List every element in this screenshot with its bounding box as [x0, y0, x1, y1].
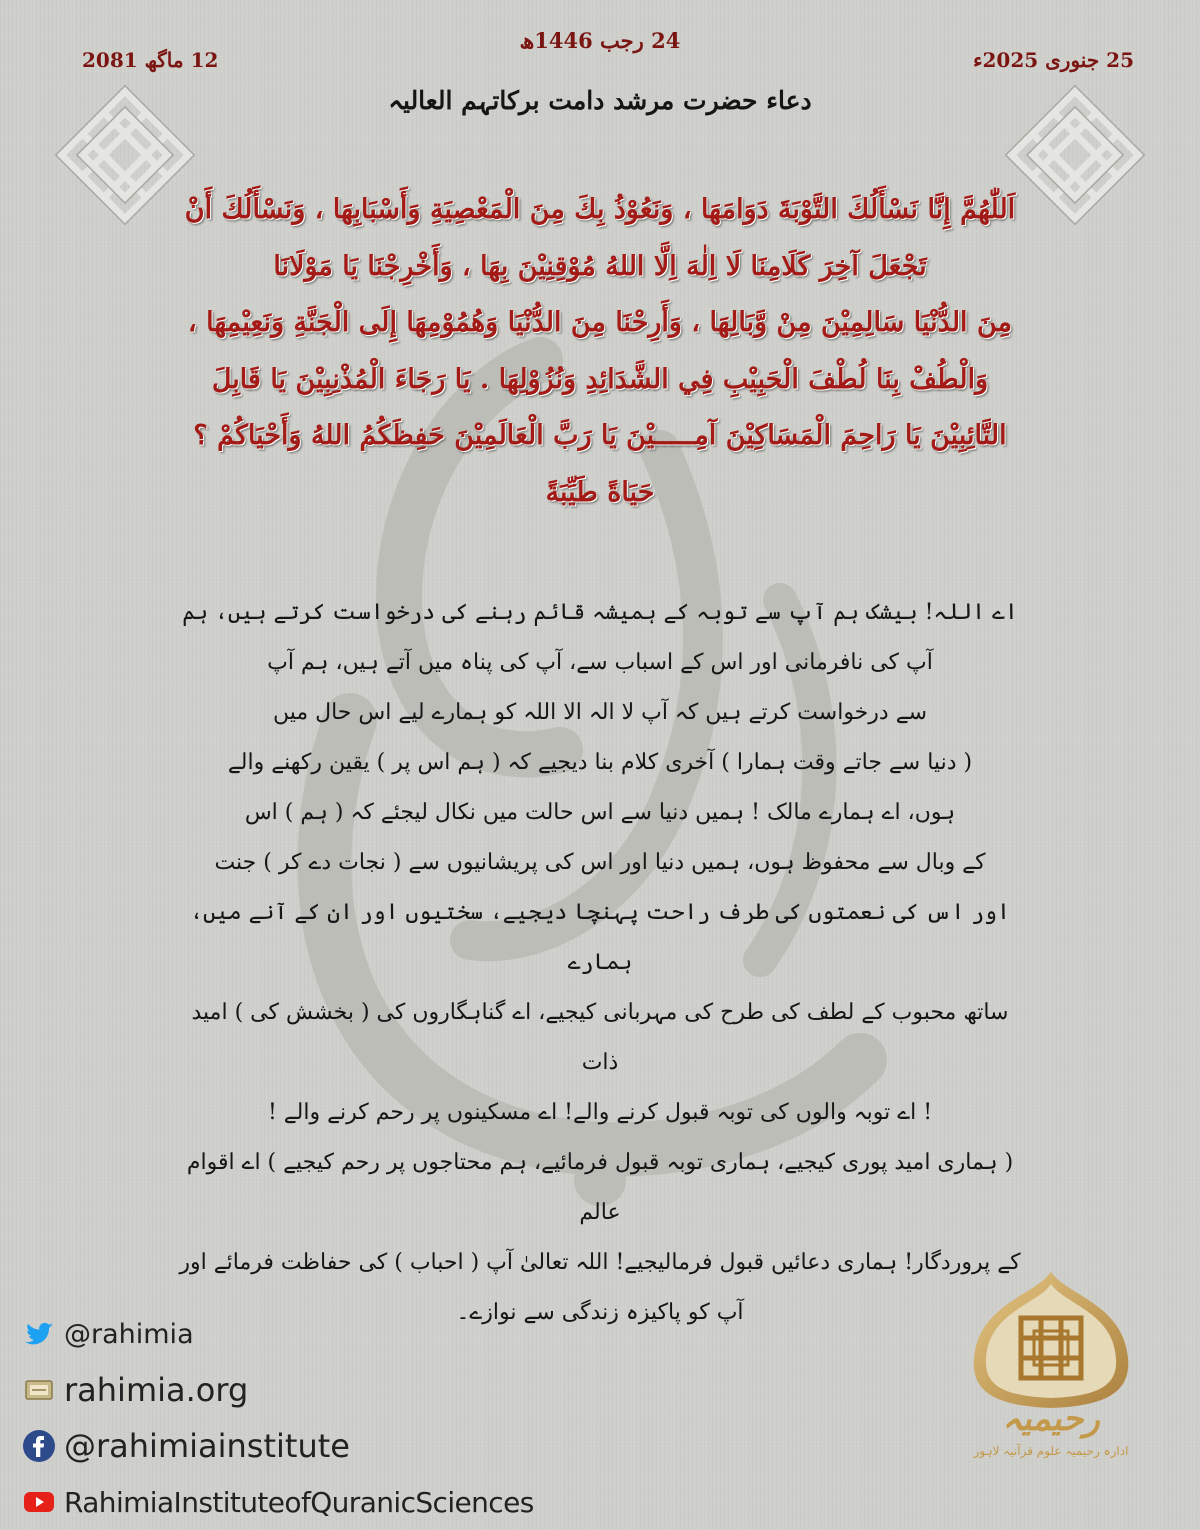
- date-gregorian: 25 جنوری 2025ء: [973, 48, 1134, 72]
- page-title: دعاء حضرت مرشد دامت برکاتہم العالیہ: [388, 86, 812, 115]
- dua-arabic-line: تَجْعَلَ آخِرَ كَلَامِنَا لَا اِلٰهَ اِلَّا اللهُ مُوْقِنِيْنَ بِهَا ، وَأَخْرِجْنَا يَا مَوْلَانَا: [273, 250, 927, 282]
- urdu-line: اور اس کی نعمتوں کی طرف راحت پہنچا دیجیے، سختیوں اور ان کے آنے میں، ہمارے: [190, 900, 1010, 975]
- website-icon: [22, 1373, 56, 1407]
- dua-arabic-line: التَّائِبِيْنَ يَا رَاحِمَ الْمَسَاكِيْنَ آمِـــــيْنَ يَا رَبَّ الْعَالَمِيْنَ حَفِظَكُمُ اللهُ وَأَحْيَاكُمْ ؟: [193, 420, 1007, 451]
- urdu-translation-text: [170, 588, 1030, 1338]
- logo-subtitle: ادارہ رحیمیہ علوم قرآنیہ لاہور: [973, 1444, 1129, 1458]
- urdu-line: ساتھ محبوب کے لطف کی طرح کی مہربانی کیجیے، اے گناہگاروں کی ( بخشش کی ) امید ذات: [191, 1000, 1009, 1075]
- urdu-line: آپ کی نافرمانی اور اس کے اسباب سے، آپ کی پناہ میں آتے ہیں، ہم آپ: [267, 650, 933, 675]
- website-link[interactable]: [22, 1362, 534, 1418]
- date-hijri: 24 رجب 1446ھ: [519, 28, 681, 53]
- social-links: [22, 1306, 534, 1530]
- urdu-line: ( دنیا سے جاتے وقت ہمارا ) آخری کلام بنا دیجیے کہ ( ہم اس پر ) یقین رکھنے والے: [227, 750, 973, 775]
- urdu-line: اے اللہ! بیشک ہم آپ سے توبہ کے ہمیشہ قائم رہنے کی درخواست کرتے ہیں، ہم: [182, 600, 1018, 625]
- urdu-line: کے پروردگار! ہماری دعائیں قبول فرمالیجیے! اللہ تعالیٰ آپ ( احباب ) کی حفاظت فرمائے اور: [179, 1250, 1021, 1275]
- urdu-line: سے درخواست کرتے ہیں کہ آپ لا الہ الا اللہ کو ہمارے لیے اس حال میں: [272, 700, 928, 725]
- twitter-link[interactable]: [22, 1306, 534, 1362]
- website-url: rahimia.org: [64, 1371, 249, 1409]
- dua-arabic-line: اَللّٰهُمَّ إِنَّا نَسْأَلُكَ التَّوْبَةَ دَوَامَهَا ، وَنَعُوْذُ بِكَ مِنَ الْمَعْصِيَةِ وَأَسْبَابِهَا ، وَنَسْأَلُكَ أَنْ: [184, 194, 1016, 225]
- institute-logo: [918, 1266, 1184, 1492]
- facebook-link[interactable]: [22, 1418, 534, 1474]
- urdu-line: کے وبال سے محفوظ ہوں، ہمیں دنیا اور اس کی پریشانیوں سے ( نجات دے کر ) جنت: [214, 850, 986, 875]
- youtube-channel: RahimiaInstituteofQuranicSciences: [64, 1485, 534, 1519]
- facebook-handle: @rahimiainstitute: [64, 1427, 350, 1465]
- date-bikrami: 12 ماگھ 2081: [82, 48, 219, 72]
- twitter-handle: @rahimia: [64, 1318, 194, 1350]
- youtube-icon: [22, 1485, 56, 1519]
- youtube-link[interactable]: [22, 1474, 534, 1530]
- dua-arabic-text: [120, 182, 1080, 521]
- dua-arabic-line: وَالْطُفْ بِنَا لُطْفَ الْحَبِيْبِ فِي الشَّدَائِدِ وَنُزُوْلِهَا . يَا رَجَاءَ الْمُذْنِبِيْنَ يَا قَابِلَ: [211, 363, 989, 395]
- dua-arabic-line: حَيَاةً طَيِّبَةً: [545, 476, 655, 508]
- dua-arabic-line: مِنَ الدُّنْيَا سَالِمِيْنَ مِنْ وَّبَالِهَا ، وَأَرِحْنَا مِنَ الدُّنْيَا وَهُمُوْمِهَا إِلَى الْجَنَّةِ وَنَعِيْمِهَا ،: [188, 307, 1012, 338]
- urdu-line: ہوں، اے ہمارے مالک ! ہمیں دنیا سے اس حالت میں نکال لیجئے کہ ( ہم ) اس: [244, 800, 956, 825]
- logo-name: رحیمیہ: [1002, 1399, 1100, 1439]
- twitter-icon: [22, 1317, 56, 1351]
- urdu-line: ! اے توبہ والوں کی توبہ قبول کرنے والے! اے مسکینوں پر رحم کرنے والے !: [267, 1100, 933, 1125]
- urdu-line: ( ہماری امید پوری کیجیے، ہماری توبہ قبول فرمائیے، ہم محتاجوں پر رحم کیجیے ) اے اقوام عالم: [186, 1150, 1014, 1225]
- facebook-icon: [22, 1429, 56, 1463]
- urdu-line: آپ کو پاکیزہ زندگی سے نوازے۔: [456, 1300, 744, 1325]
